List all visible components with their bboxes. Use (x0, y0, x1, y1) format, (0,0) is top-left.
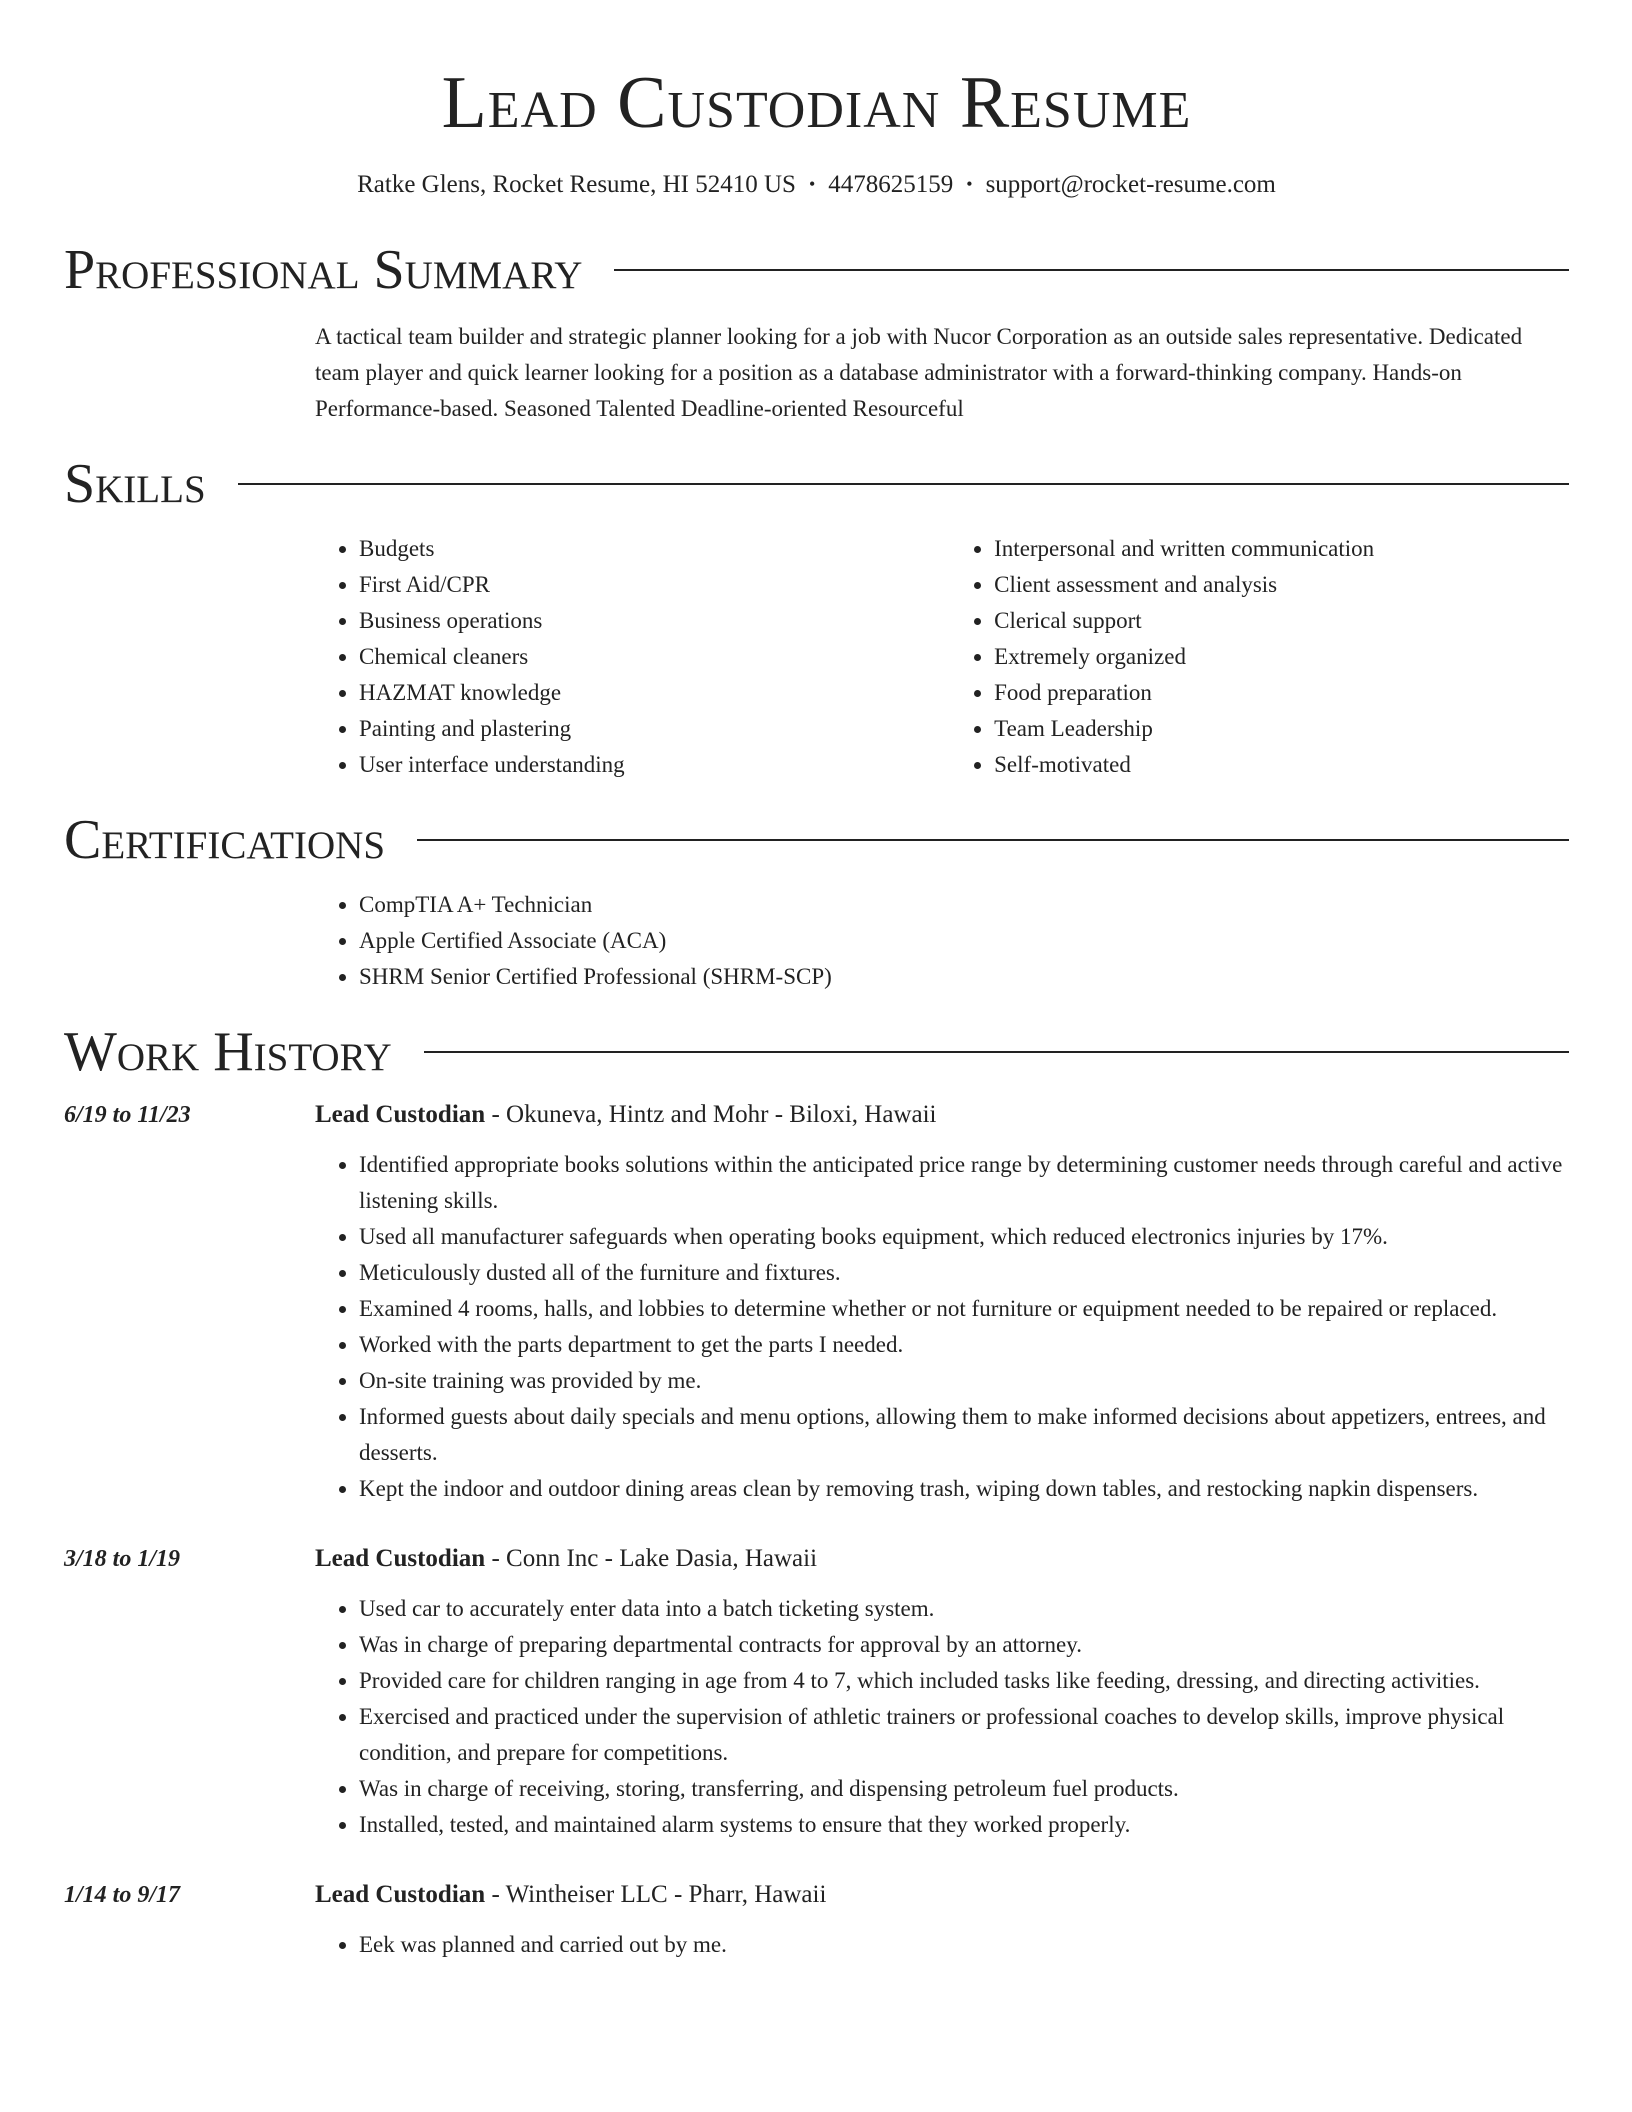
skill-item: • HAZMAT knowledge (359, 675, 950, 711)
certification-item: • Apple Certified Associate (ACA) (359, 923, 1569, 959)
job-bullet: • Exercised and practiced under the supervision of athletic trainers or professional coaches to develop skills, improve physical condition, and prepare for competitions. (359, 1699, 1569, 1771)
summary-text: A tactical team builder and strategic planner looking for a job with Nucor Corporation as an outside sales representative. Dedicated team player and quick learner looking for a position as a database administrator with a forward-thinking company. Hands-on Performance-based. Seasoned Talented Deadline-oriented Resourceful (315, 324, 1523, 421)
skill-item: • Painting and plastering (359, 711, 950, 747)
skill-item: • First Aid/CPR (359, 567, 950, 603)
job-dates: 1/14 to 9/17 (64, 1882, 181, 1908)
job-heading (315, 1877, 1569, 1913)
summary-section (64, 239, 1569, 427)
skill-item: • Team Leadership (994, 711, 1569, 747)
section-divider (238, 483, 1569, 485)
job-bullet: • Was in charge of preparing departmental contracts for approval by an attorney. (359, 1627, 1569, 1663)
certifications-section (64, 809, 1569, 995)
skill-item: • Food preparation (994, 675, 1569, 711)
contact-separator: • (808, 174, 816, 194)
job-bullets (315, 1927, 1569, 1963)
summary-heading (64, 239, 1569, 301)
job-entry (64, 1097, 1569, 1507)
job-details (315, 1541, 1569, 1843)
skill-item: • Budgets (359, 531, 950, 567)
skills-column-left (315, 531, 950, 783)
job-bullet: • Provided care for children ranging in age from 4 to 7, which included tasks like feeding, dressing, and directing activities. (359, 1663, 1569, 1699)
job-bullet: • Identified appropriate books solutions within the anticipated price range by determining customer needs through careful and active listening skills. (359, 1147, 1569, 1219)
job-details (315, 1877, 1569, 1963)
work-history-heading (64, 1021, 1569, 1083)
skill-item: • User interface understanding (359, 747, 950, 783)
contact-separator: • (966, 174, 973, 194)
job-bullet: • Informed guests about daily specials and menu options, allowing them to make informed decisions about appetizers, entrees, and desserts. (359, 1399, 1569, 1471)
section-divider (424, 1051, 1569, 1053)
job-title: Lead Custodian (315, 1881, 486, 1908)
contact-phone: 4478625159 (828, 171, 954, 198)
skills-heading (64, 453, 1569, 515)
job-employer: - Wintheiser LLC - Pharr, Hawaii (485, 1881, 827, 1908)
job-title: Lead Custodian (315, 1545, 486, 1572)
skill-item: • Business operations (359, 603, 950, 639)
job-title: Lead Custodian (315, 1101, 486, 1128)
resume-title: Lead Custodian Resume (441, 62, 1192, 144)
job-bullet: • Kept the indoor and outdoor dining areas clean by removing trash, wiping down tables, and restocking napkin dispensers. (359, 1471, 1569, 1507)
job-bullet: • Eek was planned and carried out by me. (359, 1927, 1569, 1963)
skills-list (315, 531, 1569, 783)
certifications-list (315, 887, 1569, 995)
job-dates: 3/18 to 1/19 (64, 1546, 181, 1572)
skill-item: • Extremely organized (994, 639, 1569, 675)
job-bullet: • Installed, tested, and maintained alarm systems to ensure that they worked properly. (359, 1807, 1569, 1843)
skill-item: • Interpersonal and written communication (994, 531, 1569, 567)
contact-email: support@rocket-resume.com (985, 171, 1276, 198)
job-bullet: • Used all manufacturer safeguards when operating books equipment, which reduced electronics injuries by 17%. (359, 1219, 1569, 1255)
certifications-heading-text: Certifications (64, 809, 386, 871)
work-history-heading-text: Work History (64, 1021, 392, 1083)
contact-line (64, 170, 1569, 201)
job-dates: 6/19 to 11/23 (64, 1102, 191, 1128)
section-divider (614, 269, 1569, 271)
job-bullets (315, 1147, 1569, 1507)
skill-item: • Client assessment and analysis (994, 567, 1569, 603)
skills-column-right (950, 531, 1569, 783)
job-bullet: • Examined 4 rooms, halls, and lobbies to determine whether or not furniture or equipment needed to be repaired or replaced. (359, 1291, 1569, 1327)
work-history-section (64, 1021, 1569, 1963)
certification-item: • CompTIA A+ Technician (359, 887, 1569, 923)
certifications-heading (64, 809, 1569, 871)
job-bullet: • On-site training was provided by me. (359, 1363, 1569, 1399)
job-heading (315, 1097, 1569, 1133)
skills-heading-text: Skills (64, 453, 206, 515)
certification-item: • SHRM Senior Certified Professional (SHRM-SCP) (359, 959, 1569, 995)
job-heading (315, 1541, 1569, 1577)
job-entry (64, 1877, 1569, 1963)
job-entry (64, 1541, 1569, 1843)
skill-item: • Clerical support (994, 603, 1569, 639)
contact-address: Ratke Glens, Rocket Resume, HI 52410 US (357, 171, 796, 198)
job-employer: - Conn Inc - Lake Dasia, Hawaii (485, 1545, 818, 1572)
skill-item: • Chemical cleaners (359, 639, 950, 675)
job-bullets (315, 1591, 1569, 1843)
job-bullet: • Meticulously dusted all of the furniture and fixtures. (359, 1255, 1569, 1291)
job-bullet: • Worked with the parts department to get the parts I needed. (359, 1327, 1569, 1363)
section-divider (417, 839, 1569, 841)
summary-heading-text: Professional Summary (64, 239, 583, 301)
job-details (315, 1097, 1569, 1507)
job-bullet: • Was in charge of receiving, storing, transferring, and dispensing petroleum fuel products. (359, 1771, 1569, 1807)
skill-item: • Self-motivated (994, 747, 1569, 783)
job-employer: - Okuneva, Hintz and Mohr - Biloxi, Hawaii (485, 1101, 937, 1128)
skills-section (64, 453, 1569, 783)
job-bullet: • Used car to accurately enter data into a batch ticketing system. (359, 1591, 1569, 1627)
